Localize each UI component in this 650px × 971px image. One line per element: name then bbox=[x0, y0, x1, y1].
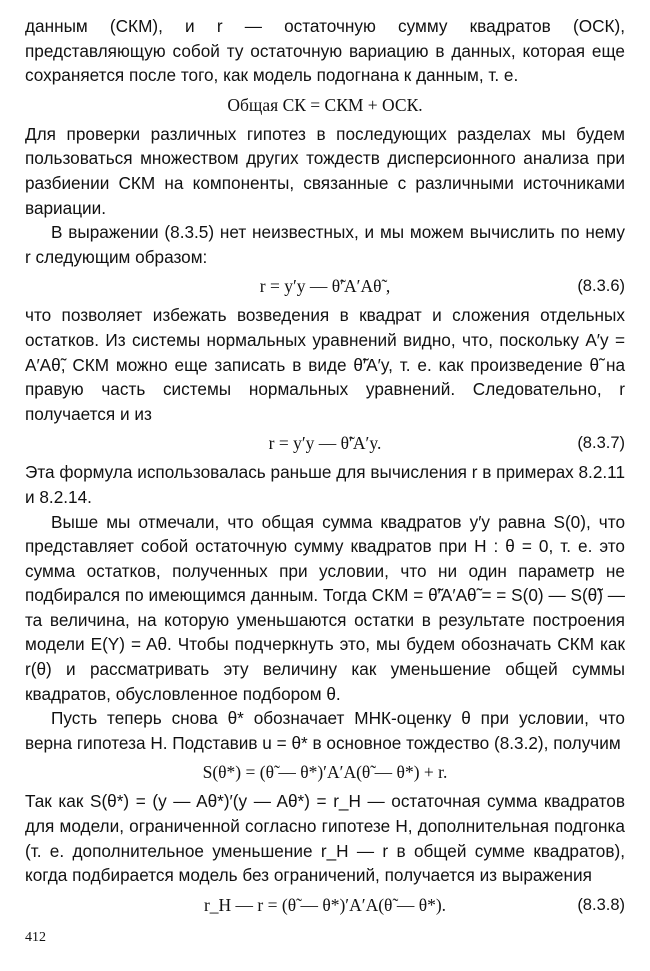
equation-formula: r = y′y — θ̃′A′Aθ̃ , bbox=[259, 276, 391, 297]
paragraph-4: что позволяет избежать возведения в квадрат и сложения отдельных остатков. Из системы нормальных уравнений видно, что, поскольку A′y = A′Aθ̃, СКМ можно еще записать в виде θ̃′A′y, т. е. как произведение θ̃ на правую часть системы нормальных уравнений. Следовательно, r получается и из bbox=[25, 305, 625, 424]
equation-formula: S(θ*) = (θ̃ — θ*)′A′A(θ̃ — θ*) + r. bbox=[202, 762, 448, 783]
equation-total-ss bbox=[25, 88, 625, 122]
equation-number: (8.3.6) bbox=[577, 277, 625, 296]
equation-formula: Общая СК = СКМ + ОСК. bbox=[227, 94, 423, 115]
equation-number: (8.3.7) bbox=[577, 434, 625, 453]
equation-s-theta-star bbox=[25, 755, 625, 789]
equation-8-3-8 bbox=[25, 888, 625, 922]
equation-formula: r = y′y — θ̃′A′y. bbox=[268, 433, 382, 454]
paragraph-8: Так как S(θ*) = (y — Aθ*)′(y — Aθ*) = r_H — остаточная сумма квадратов для модели, ограниченной согласно гипотезе H, дополнительная подгонка (т. е. дополнительное уменьшение r_H — r в общей сумме квадратов), когда подбирается модель без ограничений, получается из выражения bbox=[25, 791, 625, 886]
equation-8-3-6 bbox=[25, 269, 625, 303]
paragraph-7: Пусть теперь снова θ* обозначает МНК-оценку θ при условии, что верна гипотеза H. Подставив u = θ* в основное тождество (8.3.2), получим bbox=[25, 708, 625, 753]
page-text bbox=[25, 14, 625, 922]
paragraph-1: данным (СКМ), и r — остаточную сумму квадратов (ОСК), представляющую собой ту остаточную вариацию в данных, которая еще сохраняется после того, как модель подогнана к данным, т. е. bbox=[25, 16, 625, 86]
paragraph-6: Выше мы отмечали, что общая сумма квадратов y′y равна S(0), что представляет собой остаточную сумму квадратов при H : θ = 0, т. е. это сумма остатков, полученных при условии, что ни один параметр не подбирался по имеющимся данным. Тогда СКМ = θ̃′A′Aθ̃ = = S(0) — S(θ̃) — та величина, на которую уменьшаются остатки в результате построения модели E(Y) = Aθ. Чтобы подчеркнуть это, мы будем обозначать СКМ как r(θ) и рассматривать эту величину как уменьшение общей суммы квадратов, обусловленное подбором θ. bbox=[25, 511, 625, 704]
equation-formula: r_H — r = (θ̃ — θ*)′A′A(θ̃ — θ*). bbox=[203, 894, 447, 915]
paragraph-3: В выражении (8.3.5) нет неизвестных, и мы можем вычислить по нему r следующим образом: bbox=[25, 222, 625, 267]
paragraph-5: Эта формула использовалась раньше для вычисления r в примерах 8.2.11 и 8.2.14. bbox=[25, 462, 625, 507]
paragraph-2: Для проверки различных гипотез в последующих разделах мы будем пользоваться множеством других тождеств дисперсионного анализа при разбиении СКМ на компоненты, связанные с различными источниками вариации. bbox=[25, 123, 625, 218]
page-number: 412 bbox=[25, 930, 46, 945]
equation-8-3-7 bbox=[25, 426, 625, 460]
equation-number: (8.3.8) bbox=[577, 895, 625, 914]
